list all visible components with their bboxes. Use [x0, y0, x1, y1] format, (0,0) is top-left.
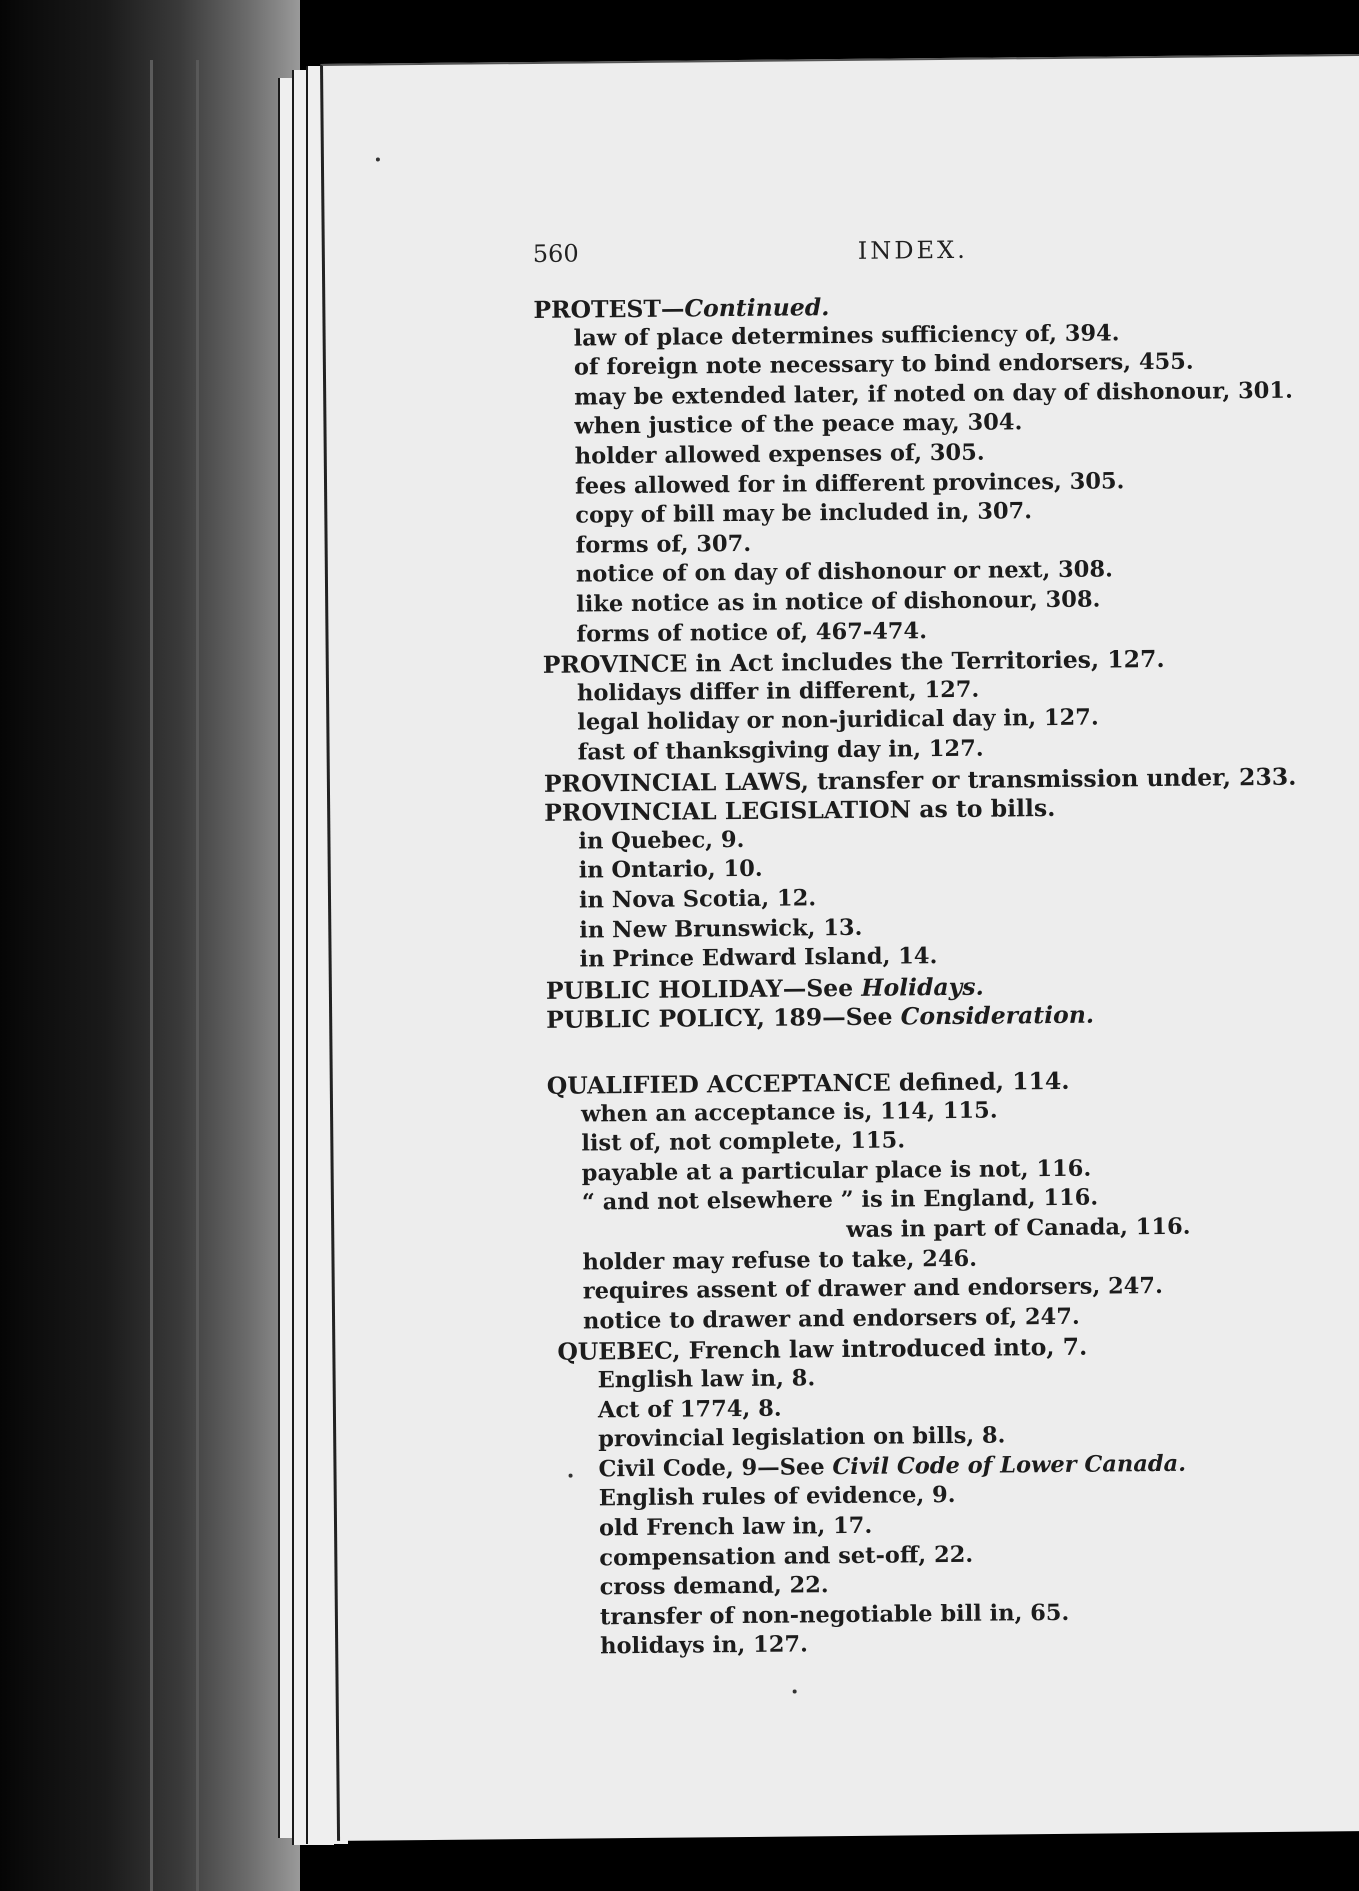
index-term: QUALIFIED ACCEPTANCE	[546, 1068, 891, 1100]
index-subentry	[598, 1451, 1186, 1483]
index-subentry	[583, 1273, 1163, 1305]
cross-reference: Civil Code of Lower Canada.	[832, 1450, 1187, 1480]
index-subentry	[598, 1365, 816, 1393]
subentry-text: in Nova Scotia, 12.	[578, 885, 817, 914]
page-number: 560	[532, 239, 579, 268]
index-subentry	[577, 736, 983, 766]
index-subentry	[576, 618, 927, 647]
subentry-text: may be extended later, if noted on day of dishonour, 301.	[574, 377, 1293, 411]
subentry-text: forms of, 307.	[575, 530, 752, 559]
subentry-text: notice to drawer and endorsers of, 247.	[582, 1303, 1080, 1335]
book-page	[320, 54, 1359, 1841]
index-locator: —See	[782, 973, 862, 1003]
index-subentry	[575, 440, 985, 470]
index-subentry	[575, 498, 1032, 528]
index-heading	[546, 972, 984, 1004]
index-subentry	[600, 1572, 829, 1600]
index-locator: as to bills.	[911, 794, 1056, 824]
subentry-text: when an acceptance is, 114, 115.	[580, 1097, 998, 1128]
subentry-text: requires assent of drawer and endorsers, 247.	[582, 1273, 1163, 1305]
index-subentry	[598, 1423, 1005, 1453]
subentry-text: when justice of the peace may, 304.	[574, 409, 1023, 440]
subentry-text: “ and not elsewhere ” is in England, 116.	[581, 1184, 1099, 1216]
index-entries	[533, 288, 1353, 1660]
subentry-text: old French law in, 17.	[598, 1512, 873, 1542]
index-term: PUBLIC POLICY	[546, 1004, 757, 1035]
subentry-text: copy of bill may be included in, 307.	[575, 498, 1033, 529]
subentry-text: provincial legislation on bills, 8.	[598, 1422, 1006, 1453]
subentry-text: of foreign note necessary to bind endorsers, 455.	[573, 348, 1194, 381]
index-subentry	[582, 1155, 1092, 1186]
index-subentry	[599, 1513, 872, 1542]
index-term: PROTEST	[533, 294, 662, 324]
subentry-text: compensation and set-off, 22.	[599, 1541, 974, 1571]
speck	[569, 1474, 573, 1478]
subentry-text: cross demand, 22.	[599, 1572, 829, 1601]
subentry-text: legal holiday or non-juridical day in, 127.	[577, 704, 1099, 736]
subentry-text: English rules of evidence, 9.	[598, 1482, 956, 1512]
subentry-text: was in part of Canada, 116.	[846, 1213, 1191, 1244]
index-subentry	[576, 531, 752, 559]
index-term: PROVINCIAL LEGISLATION	[544, 795, 912, 828]
index-locator: , French law introduced into, 7.	[672, 1333, 1088, 1366]
index-locator: in Act includes the Territories, 127.	[687, 645, 1165, 678]
subentry-text: in Prince Edward Island, 14.	[579, 943, 938, 973]
index-subentry	[574, 349, 1194, 381]
scan-streak	[196, 60, 199, 1891]
subentry-text: list of, not complete, 115.	[581, 1127, 906, 1157]
index-subentry	[579, 914, 862, 943]
cross-reference: Continued.	[684, 293, 830, 323]
index-continuation	[846, 1214, 1191, 1243]
subentry-text: in Quebec, 9.	[578, 826, 745, 855]
index-subentry	[577, 676, 980, 706]
index-locator: , transfer or transmission under, 233.	[800, 762, 1297, 796]
index-heading	[543, 645, 1165, 679]
speck	[376, 157, 380, 161]
scan-streak	[150, 60, 153, 1891]
index-term: PROVINCIAL LAWS	[543, 767, 801, 798]
index-subentry	[581, 1097, 998, 1127]
index-subentry	[578, 827, 744, 855]
index-subentry	[582, 1245, 977, 1275]
cross-reference: Holidays.	[861, 972, 984, 1002]
index-subentry	[576, 557, 1113, 588]
subentry-text: forms of notice of, 467-474.	[576, 617, 928, 648]
index-subentry	[579, 856, 763, 884]
index-locator: , 189—See	[756, 1002, 901, 1033]
index-subentry	[579, 943, 937, 972]
subentry-text: Civil Code, 9—See	[598, 1453, 833, 1483]
index-subentry	[599, 1541, 973, 1571]
index-locator: —	[660, 294, 685, 323]
subentry-text: holidays in, 127.	[600, 1631, 809, 1660]
subentry-text: in New Brunswick, 13.	[579, 914, 863, 944]
index-subentry	[577, 705, 1099, 736]
subentry-text: fees allowed for in different provinces, 305.	[574, 467, 1125, 500]
subentry-text: Act of 1774, 8.	[597, 1395, 782, 1423]
subentry-text: transfer of non-negotiable bill in, 65.	[599, 1599, 1070, 1631]
index-subentry	[579, 885, 816, 913]
index-subentry	[574, 320, 1120, 351]
index-subentry	[600, 1632, 808, 1660]
index-subentry	[599, 1482, 956, 1511]
index-heading	[546, 1001, 1094, 1034]
subentry-text: fast of thanksgiving day in, 127.	[577, 735, 984, 766]
subentry-text: like notice as in notice of dishonour, 308.	[576, 586, 1101, 618]
running-header	[533, 233, 1293, 280]
speck	[793, 1689, 797, 1693]
index-subentry	[583, 1304, 1080, 1335]
index-heading	[544, 762, 1297, 797]
index-heading	[557, 1333, 1087, 1366]
index-subentry	[574, 410, 1022, 440]
index-heading	[547, 1067, 1070, 1100]
subentry-text: notice of on day of dishonour or next, 308.	[575, 556, 1114, 588]
cross-reference: Consideration.	[900, 1001, 1095, 1031]
index-subentry	[598, 1395, 782, 1423]
subentry-text: holder may refuse to take, 246.	[582, 1245, 978, 1276]
page-title: INDEX.	[857, 235, 968, 265]
index-subentry	[574, 377, 1293, 410]
index-locator: defined, 114.	[890, 1066, 1070, 1097]
subentry-text: English law in, 8.	[597, 1365, 816, 1394]
subentry-text: in Ontario, 10.	[578, 856, 763, 884]
index-heading	[533, 293, 829, 324]
index-subentry	[575, 468, 1125, 499]
subentry-text: payable at a particular place is not, 116.	[581, 1155, 1092, 1187]
index-subentry	[582, 1185, 1098, 1216]
index-subentry	[581, 1128, 905, 1157]
subentry-text: law of place determines sufficiency of, 394.	[573, 319, 1120, 352]
index-heading	[544, 794, 1055, 827]
index-term: PROVINCE	[542, 649, 688, 680]
subentry-text: holder allowed expenses of, 305.	[574, 439, 985, 470]
index-term: QUEBEC	[557, 1337, 673, 1367]
index-term: PUBLIC HOLIDAY	[545, 974, 783, 1005]
index-subentry	[576, 587, 1100, 618]
subentry-text: holidays differ in different, 127.	[576, 676, 980, 707]
index-subentry	[600, 1600, 1070, 1631]
